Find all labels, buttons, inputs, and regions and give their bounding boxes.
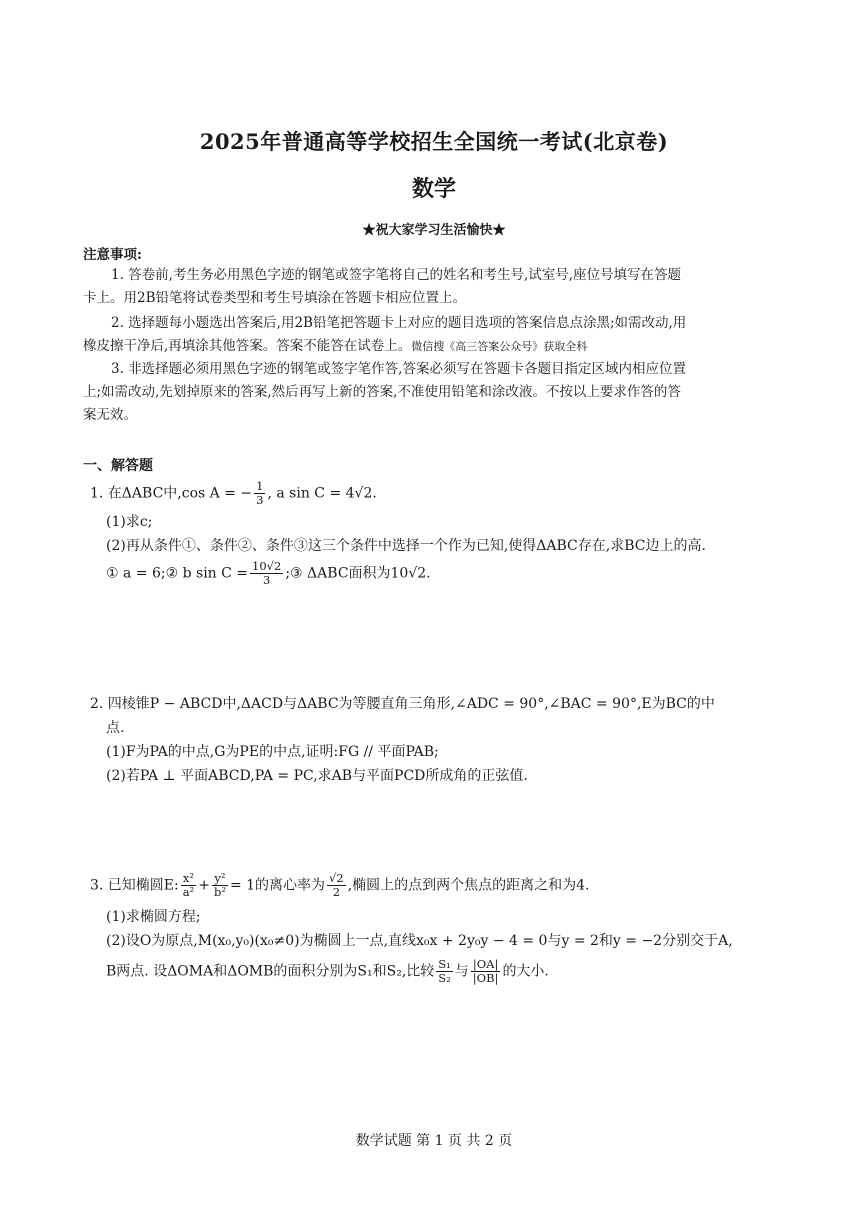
question-3-part-2-line-1: (2)设O为原点,M(x₀,y₀)(x₀≠0)为椭圆上一点,直线x₀x + 2y₀y − 4 = 0与y = 2和y = −2分别交于A,: [106, 933, 733, 949]
q3-frac-e-den: 2: [332, 885, 341, 899]
q1-fraction: [254, 480, 265, 507]
section-title: 一、解答题: [83, 458, 153, 474]
notice-item-3-line-3: 案无效。: [83, 407, 137, 423]
question-1-stem: [90, 480, 790, 507]
q3-frac-y-num: y²: [214, 871, 226, 885]
q1-cond-fraction: [250, 560, 283, 587]
subject-title: 数学: [411, 176, 456, 202]
q1-frac-num: 1: [256, 479, 264, 493]
q3-plus: +: [198, 877, 210, 894]
page-footer: 数学试题 第 1 页 共 2 页: [355, 1133, 513, 1149]
question-2-part-1: (1)F为PA的中点,G为PE的中点,证明:FG // 平面PAB;: [106, 744, 439, 760]
q3-part2-pre: B两点. 设ΔOMA和ΔOMB的面积分别为S₁和S₂,比较: [106, 963, 435, 980]
question-3-part-2-line-2: [106, 958, 806, 985]
notice-item-2-line-1: 2. 选择题每小题选出答案后,用2B铅笔把答题卡上对应的题目选项的答案信息点涂黑;如需改动,用: [111, 315, 687, 331]
q1-cond-frac-den: 3: [263, 573, 271, 587]
notice-item-1-line-2: 卡上。用2B铅笔将试卷类型和考生号填涂在答题卡相应位置上。: [83, 290, 467, 306]
exam-title: 2025年普通高等学校招生全国统一考试(北京卷): [199, 129, 669, 154]
question-1-part-1: (1)求c;: [106, 514, 153, 530]
notice-item-2: [83, 312, 783, 358]
q3-frac-x-den: a²: [182, 885, 195, 899]
q3-part2-mid: 与: [454, 963, 469, 980]
notice-item-3-line-1: 3. 非选择题必须用黑色字迹的钢笔或签字笔作答,答案必须写在答题卡各题目指定区域内相应位置: [111, 361, 686, 377]
q3-frac-y-den: b²: [213, 885, 226, 899]
q3-frac-x-num: x²: [182, 871, 195, 885]
q1-cond-pre: ① a = 6;② b sin C =: [106, 565, 249, 582]
q3-stem-post: ,椭圆上的点到两个焦点的距离之和为4.: [347, 877, 590, 894]
q1-frac-den: 3: [256, 493, 264, 507]
q3-frac-s-num: S₁: [438, 957, 451, 971]
notice-item-1-line-1: 1. 答卷前,考生务必用黑色字迹的钢笔或签字笔将自己的姓名和考生号,试室号,座位号填写在答题: [111, 267, 682, 283]
q2-stem-line-1: 2. 四棱锥P − ABCD中,ΔACD与ΔABC为等腰直角三角形,∠ADC = 90°,∠BAC = 90°,E为BC的中: [90, 696, 715, 712]
notice-item-2-line-2: 橡皮擦干净后,再填涂其他答案。答案不能答在试卷上。: [83, 338, 412, 354]
q1-cond-frac-num: 10√2: [252, 559, 282, 573]
q3-frac-e-num: √2: [329, 871, 344, 885]
q3-part2-post: 的大小.: [502, 963, 549, 980]
notice-item-3-line-2: 上;如需改动,先划掉原来的答案,然后再写上新的答案,不准使用铅笔和涂改液。不按以上要求作答的答: [83, 384, 681, 400]
question-3-part-1: (1)求椭圆方程;: [106, 909, 201, 925]
notice-item-3: [83, 358, 783, 427]
wechat-notice: 微信搜《高三答案公众号》获取全科: [411, 340, 588, 353]
q1-stem-post: , a sin C = 4√2.: [267, 485, 377, 502]
question-1-part-2: (2)再从条件①、条件②、条件③这三个条件中选择一个作为已知,使得ΔABC存在,求BC边上的高.: [106, 538, 706, 554]
notice-item-1: [83, 264, 783, 310]
q3-frac-x: [181, 872, 196, 899]
q3-stem-mid: = 1的离心率为: [229, 877, 326, 894]
q3-stem-pre: 3. 已知椭圆E:: [90, 877, 179, 894]
notice-heading: 注意事项:: [83, 247, 142, 263]
question-3-stem: [90, 872, 790, 899]
question-2-stem: [90, 692, 790, 740]
q2-stem-line-2: 点.: [106, 720, 125, 736]
q1-stem-pre: 1. 在ΔABC中,cos A = −: [90, 485, 253, 502]
q3-frac-s: [436, 958, 453, 985]
q3-frac-o: [471, 958, 501, 985]
q3-frac-s-den: S₂: [438, 971, 451, 985]
slogan: ★祝大家学习生活愉快★: [362, 223, 506, 238]
question-2-part-2: (2)若PA ⊥ 平面ABCD,PA = PC,求AB与平面PCD所成角的正弦值.: [106, 768, 528, 784]
q1-cond-post: ;③ ΔABC面积为10√2.: [285, 565, 431, 582]
q3-frac-y: [212, 872, 228, 899]
q3-frac-o-num: |OA|: [472, 957, 499, 971]
q3-frac-o-den: |OB|: [472, 971, 499, 985]
question-1-conditions: [106, 560, 796, 587]
q3-frac-e: [327, 872, 346, 899]
